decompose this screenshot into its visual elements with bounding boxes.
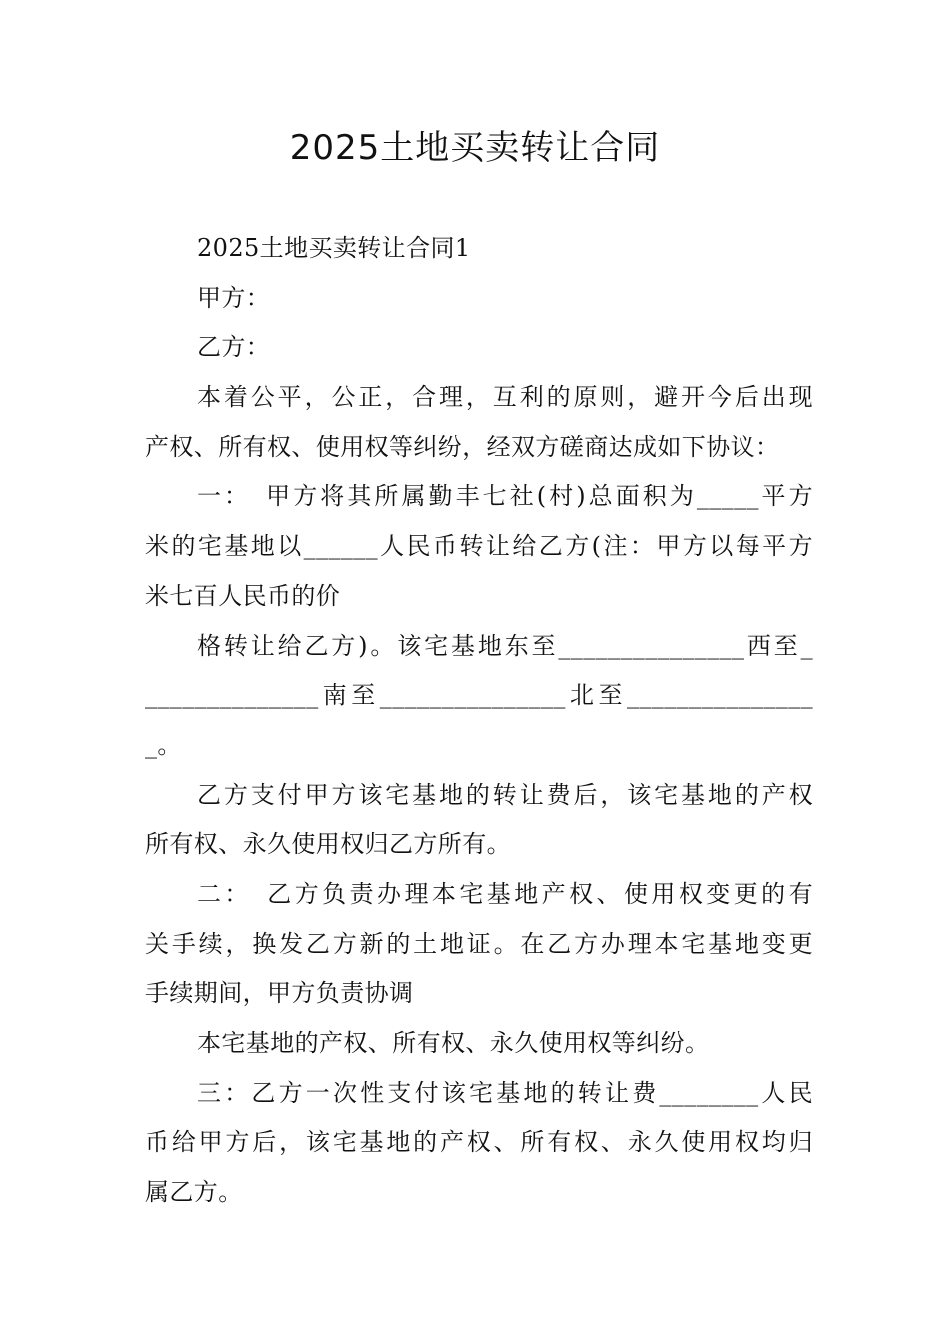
document-body <box>145 224 813 1218</box>
payment-line-1: 乙方支付甲方该宅基地的转让费后，该宅基地的产权 <box>197 780 813 809</box>
clause-1-line-1: 一： 甲方将其所属勤丰七社(村)总面积为_____平方 <box>197 482 813 511</box>
clause-2-line-3: 手续期间，甲方负责协调 <box>145 979 414 1008</box>
preamble-line-2: 产权、所有权、使用权等纠纷，经双方磋商达成如下协议： <box>145 432 780 461</box>
clause-1-line-4: 格转让给乙方)。该宅基地东至_______________西至_ <box>197 631 813 660</box>
party-b-label: 乙方： <box>197 333 271 362</box>
preamble-line-1: 本着公平，公正，合理，互利的原则，避开今后出现 <box>197 383 813 412</box>
payment-line-2: 所有权、永久使用权归乙方所有。 <box>145 830 511 859</box>
clause-1-line-5: ______________南至_______________北至_______________ <box>145 681 813 710</box>
section-heading: 2025土地买卖转让合同1 <box>197 234 471 262</box>
clause-2-line-4: 本宅基地的产权、所有权、永久使用权等纠纷。 <box>197 1029 710 1057</box>
clause-1-line-3: 米七百人民币的价 <box>145 581 341 610</box>
clause-2-line-2: 关手续，换发乙方新的土地证。在乙方办理本宅基地变更 <box>145 929 813 958</box>
clause-3-line-3: 属乙方。 <box>145 1178 243 1207</box>
document-title: 2025土地买卖转让合同 <box>289 128 661 168</box>
clause-3-line-2: 币给甲方后，该宅基地的产权、所有权、永久使用权均归 <box>145 1128 813 1157</box>
clause-3-line-1: 三：乙方一次性支付该宅基地的转让费________人民 <box>197 1078 813 1107</box>
clause-1-line-2: 米的宅基地以______人民币转让给乙方(注：甲方以每平方 <box>145 532 813 561</box>
clause-1-line-6: _。 <box>145 730 182 759</box>
party-a-label: 甲方： <box>197 283 271 312</box>
clause-2-line-1: 二： 乙方负责办理本宅基地产权、使用权变更的有 <box>197 879 813 908</box>
